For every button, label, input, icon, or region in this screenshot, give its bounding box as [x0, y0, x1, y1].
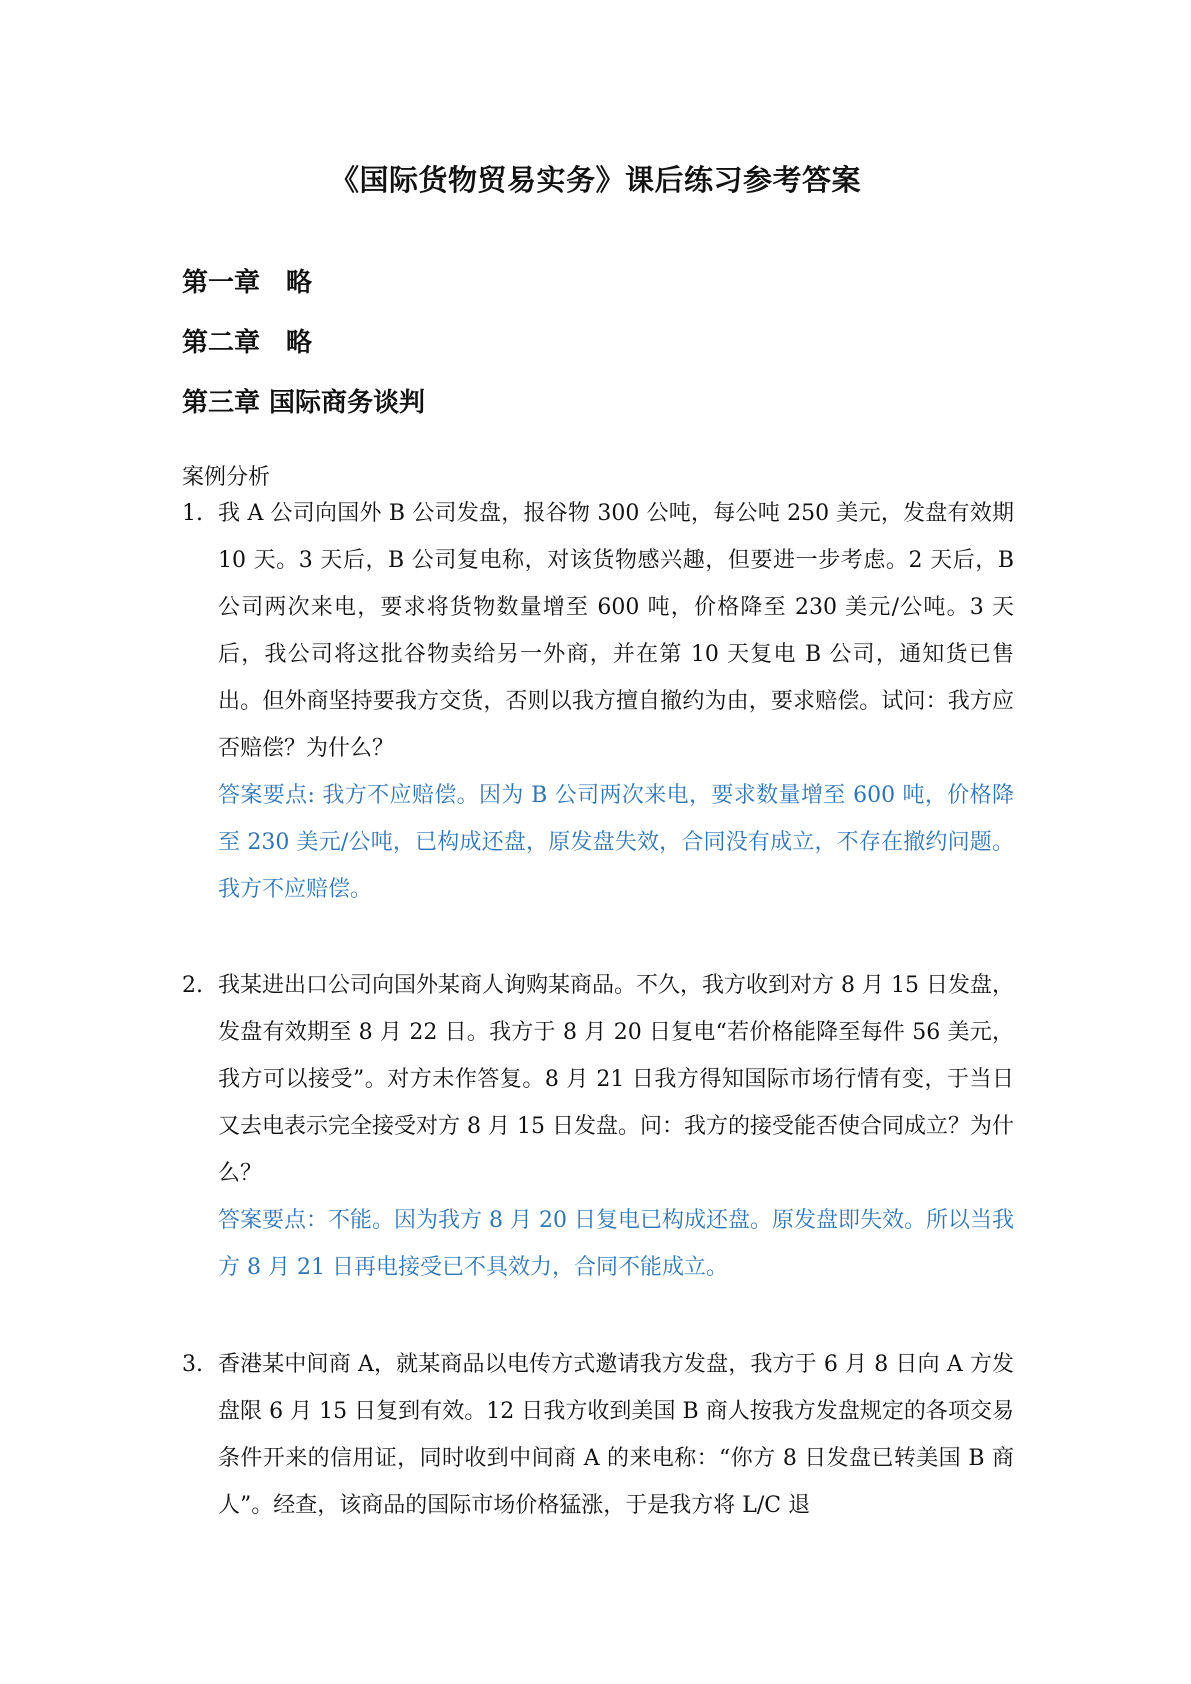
- case-answer: 答案要点: 我方不应赔偿。因为 B 公司两次来电，要求数量增至 600 吨，价格降至 230 美元/公吨，已构成还盘，原发盘失效，合同没有成立，不存在撤约问题。我方不应赔偿。: [218, 783, 1014, 902]
- document-title: 《国际货物贸易实务》课后练习参考答案: [329, 163, 861, 197]
- section-label-case-analysis: 案例分析: [182, 465, 271, 490]
- case-answer: 答案要点：不能。因为我方 8 月 20 日复电已构成还盘。原发盘即失效。所以当我方 8 月 21 日再电接受已不具效力，合同不能成立。: [218, 1208, 1014, 1280]
- case-question: 香港某中间商 A，就某商品以电传方式邀请我方发盘，我方于 6 月 8 日向 A 方发盘限 6 月 15 日复到有效。12 日我方收到美国 B 商人按我方发盘规定的各项交易条件开来的信用证，同时收到中间商 A 的来电称：“你方 8 日发盘已转美国 B 商人”。经查，该商品的国际市场价格猛涨，于是我方将 L/C 退: [218, 1352, 1014, 1518]
- case-1: [182, 490, 1014, 913]
- case-3: [182, 1341, 1014, 1529]
- chapter-2-heading: 第二章 略: [182, 328, 313, 358]
- case-number: 3.: [182, 1352, 203, 1377]
- case-number: 1.: [182, 501, 203, 526]
- case-number: 2.: [182, 973, 203, 998]
- case-question: 我某进出口公司向国外某商人询购某商品。不久，我方收到对方 8 月 15 日发盘，发盘有效期至 8 月 22 日。我方于 8 月 20 日复电“若价格能降至每件 56 美元，我方可以接受”。对方未作答复。8 月 21 日我方得知国际市场行情有变，于当日又去电表示完全接受对方 8 月 15 日发盘。问：我方的接受能否使合同成立？为什么？: [218, 973, 1014, 1186]
- chapter-1-heading: 第一章 略: [182, 268, 313, 298]
- case-question: 我 A 公司向国外 B 公司发盘，报谷物 300 公吨，每公吨 250 美元，发盘有效期 10 天。3 天后，B 公司复电称，对该货物感兴趣，但要进一步考虑。2 天后，B 公司两次来电，要求将货物数量增至 600 吨，价格降至 230 美元/公吨。3 天后，我公司将这批谷物卖给另一外商，并在第 10 天复电 B 公司，通知货已售出。但外商坚持要我方交货，否则以我方擅自撤约为由，要求赔偿。试问：我方应否赔偿？为什么？: [218, 501, 1014, 761]
- case-2: [182, 962, 1014, 1291]
- chapter-3-heading: 第三章 国际商务谈判: [182, 388, 426, 418]
